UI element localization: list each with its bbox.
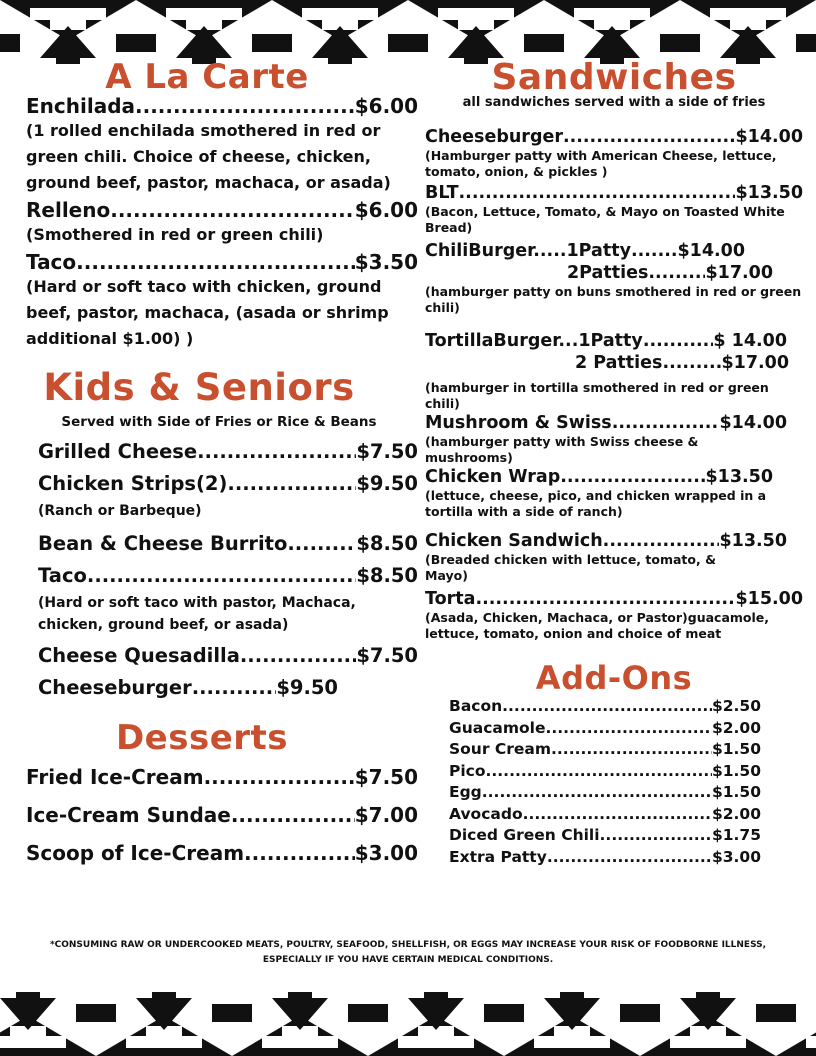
item-name: Cheeseburger — [425, 127, 563, 147]
item-name: Mushroom & Swiss — [425, 413, 612, 433]
item-name: Cheeseburger — [38, 676, 192, 699]
leader-dots — [643, 330, 714, 352]
addon-item — [449, 804, 761, 826]
leader-dots — [197, 436, 356, 468]
item-name: Grilled Cheese — [38, 440, 198, 463]
addon-item — [449, 718, 761, 740]
menu-item-chiliburger-2patties — [567, 262, 773, 284]
item-price: $6.00 — [354, 198, 418, 222]
leader-dots — [482, 782, 712, 804]
kids-seniors-heading: Kids & Seniors — [43, 366, 355, 409]
item-description: (Hard or soft taco with pastor, Machaca, chicken, ground beef, or asada) — [38, 595, 356, 633]
item-description: (hamburger patty with Swiss cheese & mushrooms) — [425, 434, 699, 465]
item-name: Cheese Quesadilla — [38, 644, 240, 667]
menu-item-fried-ice-cream — [26, 758, 418, 796]
menu-item-tortillaburger-2patties — [575, 352, 789, 374]
addon-item — [449, 847, 761, 869]
item-description: (Hard or soft taco with chicken, ground beef, pastor, machaca, (asada or shrimp additional $1.00) ) — [26, 277, 389, 348]
leader-dots — [612, 412, 720, 434]
leader-dots — [227, 468, 356, 500]
item-price: $9.50 — [356, 472, 418, 495]
item-price: $1.50 — [711, 783, 761, 801]
leader-dots — [76, 250, 355, 274]
item-price: $8.50 — [356, 564, 418, 587]
item-name: Bacon — [449, 697, 503, 715]
leader-dots — [204, 758, 355, 796]
item-price: $14.00 — [677, 241, 745, 261]
item-price: $7.00 — [354, 803, 418, 827]
left-column — [26, 58, 418, 872]
menu-item-chicken-strips — [38, 468, 418, 500]
item-price: $17.00 — [721, 353, 789, 373]
item-name: Bean & Cheese Burrito — [38, 532, 288, 555]
item-description: (Ranch or Barbeque) — [38, 503, 202, 519]
item-price: $15.00 — [735, 589, 803, 609]
leader-dots — [475, 588, 735, 610]
item-name: TortillaBurger...1Patty — [425, 331, 643, 351]
item-price: $ 14.00 — [713, 331, 787, 351]
menu-item-tortillaburger — [425, 330, 787, 352]
leader-dots — [135, 94, 355, 118]
item-name: Enchilada — [26, 94, 136, 118]
item-price: $2.50 — [711, 697, 761, 715]
item-name: Taco — [38, 564, 87, 587]
item-name: Taco — [26, 250, 77, 274]
leader-dots — [240, 640, 356, 672]
right-column — [425, 58, 803, 868]
item-name: Chicken Sandwich — [425, 531, 603, 551]
add-ons-list — [425, 696, 803, 868]
desserts-heading: Desserts — [115, 718, 289, 758]
item-name: Scoop of Ice-Cream — [26, 841, 245, 865]
item-price: $3.00 — [354, 841, 418, 865]
leader-dots — [486, 761, 712, 783]
item-price: $13.50 — [705, 467, 773, 487]
menu-item-relleno — [26, 198, 418, 222]
leader-dots — [287, 528, 356, 560]
leader-dots — [523, 804, 712, 826]
menu-item-mushroom-swiss — [425, 412, 787, 434]
item-price: $9.50 — [276, 676, 338, 699]
item-price: $7.50 — [354, 765, 418, 789]
addon-item — [449, 761, 761, 783]
item-price: $13.50 — [719, 531, 787, 551]
item-price: $14.00 — [735, 127, 803, 147]
top-tribal-border — [0, 0, 816, 64]
item-name: Torta — [425, 589, 476, 609]
item-name: Chicken Wrap — [425, 467, 561, 487]
item-description: (Asada, Chicken, Machaca, or Pastor)guacamole, lettuce, tomato, onion and choice of meat — [425, 610, 770, 641]
item-name: Fried Ice-Cream — [26, 765, 204, 789]
item-price: $17.00 — [705, 263, 773, 283]
leader-dots — [547, 847, 712, 869]
item-description: (hamburger in tortilla smothered in red or green chili) — [425, 380, 769, 411]
item-name: Relleno — [26, 198, 111, 222]
leader-dots — [546, 718, 712, 740]
item-name: Pico — [449, 761, 486, 780]
addon-item — [449, 696, 761, 718]
leader-dots — [244, 834, 355, 872]
item-name: Chicken Strips(2) — [38, 472, 228, 495]
add-ons-heading: Add-Ons — [535, 659, 693, 697]
item-name: Sour Cream — [449, 740, 552, 758]
item-name: 2 Patties — [575, 353, 663, 373]
item-description: (Bacon, Lettuce, Tomato, & Mayo on Toasted White Bread) — [425, 204, 785, 235]
menu-item-torta — [425, 588, 803, 610]
leader-dots — [87, 560, 356, 592]
item-description: (Hamburger patty with American Cheese, lettuce, tomato, onion, & pickles ) — [425, 148, 777, 179]
item-name: Avocado — [449, 804, 523, 823]
item-name: Egg — [449, 783, 482, 801]
item-price: $7.50 — [356, 644, 418, 667]
item-price: $14.00 — [719, 413, 787, 433]
item-price: $2.00 — [711, 804, 761, 823]
menu-item-enchilada — [26, 94, 418, 118]
item-price: $1.50 — [711, 761, 761, 780]
item-price: $13.50 — [735, 183, 803, 203]
addon-item — [449, 825, 761, 847]
menu-item-ice-cream-sundae — [26, 796, 418, 834]
menu-item-grilled-cheese — [38, 436, 418, 468]
item-name: ChiliBurger.....1Patty — [425, 241, 631, 261]
leader-dots — [192, 672, 277, 704]
item-description: (Breaded chicken with lettuce, tomato, & Mayo) — [425, 552, 716, 583]
leader-dots — [459, 182, 736, 204]
leader-dots — [563, 126, 736, 148]
leader-dots — [110, 198, 355, 222]
sandwiches-subtitle: all sandwiches served with a side of fries — [462, 95, 766, 110]
item-price: $3.50 — [354, 250, 418, 274]
menu-item-blt — [425, 182, 803, 204]
item-description: (Smothered in red or green chili) — [26, 225, 324, 244]
item-name: BLT — [425, 183, 459, 203]
leader-dots — [600, 825, 712, 847]
leader-dots — [551, 739, 712, 761]
item-price: $2.00 — [711, 718, 761, 737]
item-description: (hamburger patty on buns smothered in red or green chili) — [425, 284, 802, 315]
leader-dots — [603, 530, 720, 552]
item-price: $1.50 — [711, 740, 761, 758]
menu-item-scoop-ice-cream — [26, 834, 418, 872]
item-description: (1 rolled enchilada smothered in red or green chili. Choice of cheese, chicken, ground beef, pastor, machaca, or asada) — [26, 121, 391, 192]
menu-item-taco — [26, 250, 418, 274]
addon-item — [449, 782, 761, 804]
menu-item-chicken-sandwich — [425, 530, 787, 552]
item-name: Guacamole — [449, 718, 546, 737]
menu-item-cheese-quesadilla — [38, 640, 418, 672]
food-safety-warning: *CONSUMING RAW OR UNDERCOOKED MEATS, POULTRY, SEAFOOD, SHELLFISH, OR EGGS MAY INCREASE YOUR RISK OF FOODBORNE ILLNESS, ESPECIALLY IF YOU HAVE CERTAIN MEDICAL CONDITIONS. — [49, 940, 767, 965]
ala-carte-heading: A La Carte — [105, 57, 309, 97]
leader-dots — [231, 796, 355, 834]
item-price: $7.50 — [356, 440, 418, 463]
item-name: 2Patties — [567, 263, 649, 283]
menu-item-bean-cheese-burrito — [38, 528, 418, 560]
kids-subtitle: Served with Side of Fries or Rice & Beans — [61, 414, 377, 430]
leader-dots — [560, 466, 705, 488]
item-name: Diced Green Chili — [449, 826, 600, 844]
leader-dots — [662, 352, 721, 374]
leader-dots — [502, 696, 712, 718]
leader-dots — [631, 240, 677, 262]
item-price: $6.00 — [354, 94, 418, 118]
menu-item-chiliburger — [425, 240, 745, 262]
bottom-tribal-border — [0, 992, 816, 1056]
sandwiches-heading: Sandwiches — [491, 57, 737, 98]
item-description: (lettuce, cheese, pico, and chicken wrapped in a tortilla with a side of ranch) — [425, 488, 767, 519]
item-price: $1.75 — [711, 826, 761, 844]
item-name: Extra Patty — [449, 847, 547, 866]
addon-item — [449, 739, 761, 761]
item-price: $3.00 — [711, 847, 761, 866]
menu-item-kids-taco — [38, 560, 418, 592]
item-price: $8.50 — [356, 532, 418, 555]
menu-item-kids-cheeseburger — [38, 672, 338, 704]
item-name: Ice-Cream Sundae — [26, 803, 231, 827]
leader-dots — [648, 262, 705, 284]
menu-item-cheeseburger — [425, 126, 803, 148]
menu-item-chicken-wrap — [425, 466, 773, 488]
